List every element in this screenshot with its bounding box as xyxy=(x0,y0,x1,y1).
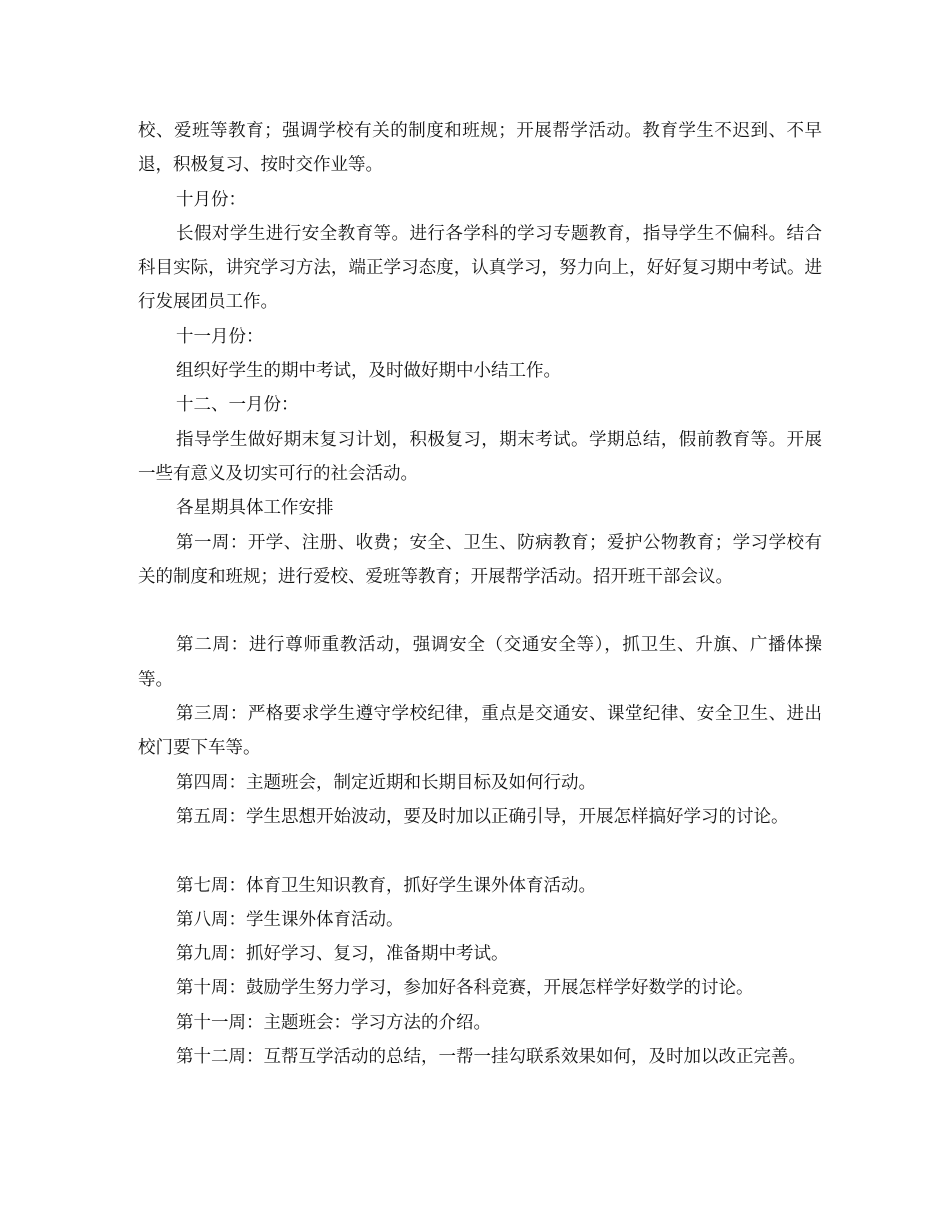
document-body xyxy=(138,114,822,1074)
paragraph-continued: 校、爱班等教育；强调学校有关的制度和班规；开展帮学活动。教育学生不迟到、不早退，积极复习、按时交作业等。 xyxy=(138,121,822,176)
paragraph-december-january: 指导学生做好期末复习计划，积极复习，期末考试。学期总结，假前教育等。开展一些有意义及切实可行的社会活动。 xyxy=(138,429,822,484)
heading-november: 十一月份： xyxy=(176,326,264,347)
week-8: 第八周：学生课外体育活动。 xyxy=(176,909,404,930)
paragraph-november: 组织好学生的期中考试，及时做好期中小结工作。 xyxy=(176,361,561,382)
week-10: 第十周：鼓励学生努力学习，参加好各科竞赛，开展怎样学好数学的讨论。 xyxy=(176,978,754,999)
week-2: 第二周：进行尊师重教活动，强调安全（交通安全等），抓卫生、升旗、广播体操等。 xyxy=(138,635,822,690)
heading-october: 十月份： xyxy=(176,189,246,210)
blank-line xyxy=(138,834,822,868)
paragraph-october: 长假对学生进行安全教育等。进行各学科的学习专题教育，指导学生不偏科。结合科目实际，讲究学习方法，端正学习态度，认真学习，努力向上，好好复习期中考试。进行发展团员工作。 xyxy=(138,223,822,313)
heading-december-january: 十二、一月份： xyxy=(176,395,299,416)
heading-weekly-schedule: 各星期具体工作安排 xyxy=(176,498,334,519)
week-9: 第九周：抓好学习、复习，准备期中考试。 xyxy=(176,944,509,965)
week-4: 第四周：主题班会，制定近期和长期目标及如何行动。 xyxy=(176,772,596,793)
week-3: 第三周：严格要求学生遵守学校纪律，重点是交通安、课堂纪律、安全卫生、进出校门要下车等。 xyxy=(138,704,822,759)
week-7: 第七周：体育卫生知识教育，抓好学生课外体育活动。 xyxy=(176,875,596,896)
week-1: 第一周：开学、注册、收费；安全、卫生、防病教育；爱护公物教育；学习学校有关的制度和班规；进行爱校、爱班等教育；开展帮学活动。招开班干部会议。 xyxy=(138,532,822,587)
blank-line xyxy=(138,594,822,628)
week-12: 第十二周：互帮互学活动的总结，一帮一挂勾联系效果如何，及时加以改正完善。 xyxy=(176,1047,806,1068)
week-5: 第五周：学生思想开始波动，要及时加以正确引导，开展怎样搞好学习的讨论。 xyxy=(176,806,789,827)
week-11: 第十一周：主题班会：学习方法的介绍。 xyxy=(176,1012,491,1033)
